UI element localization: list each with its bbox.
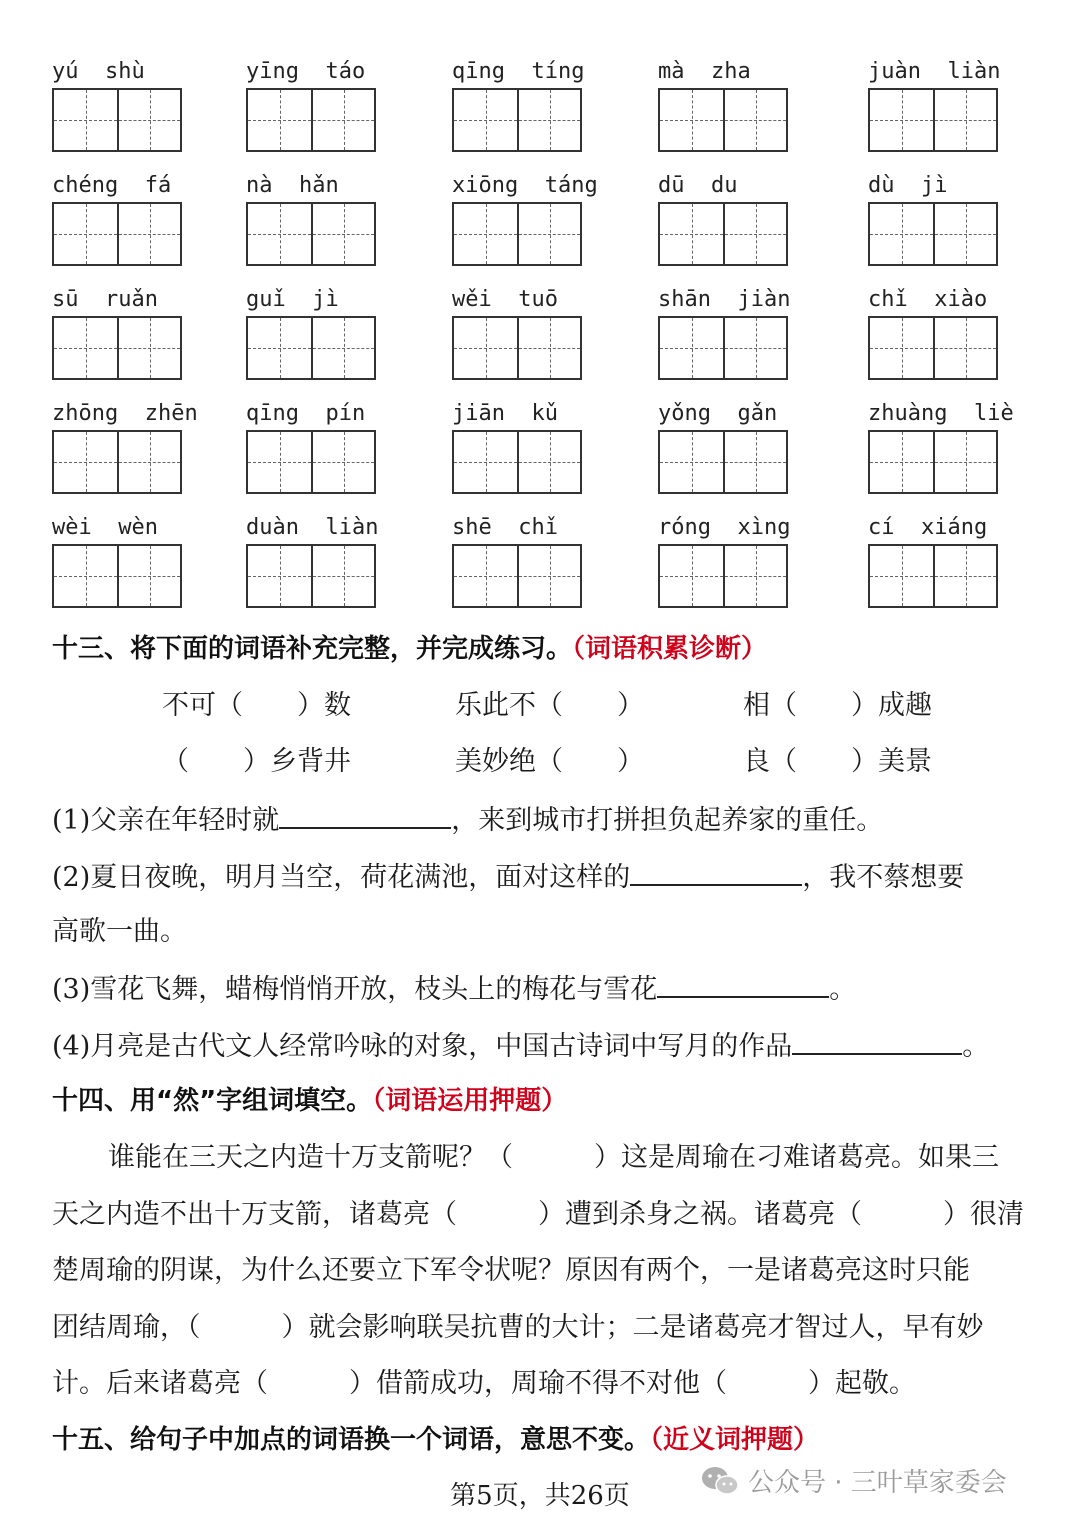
writing-cell[interactable] [117, 204, 180, 264]
pinyin-syllable-1: wèi [52, 515, 92, 540]
pinyin-syllable-1: shān [658, 287, 711, 312]
section-14-heading [52, 1084, 567, 1118]
section-15-title: 十五、给句子中加点的词语换一个词语，意思不变。 [52, 1425, 651, 1455]
pinyin-label [868, 58, 1002, 86]
pinyin-syllable-1: dù [868, 173, 895, 198]
pinyin-syllable-2: gǎn [737, 401, 778, 426]
writing-grid-box[interactable] [452, 316, 582, 380]
pinyin-label [452, 58, 586, 86]
idiom-1: 不可（ ）数 [162, 690, 351, 721]
question-4: (4)月亮是古代文人经常吟咏的对象，中国古诗词中写月的作品 。 [52, 1027, 989, 1065]
writing-grid-box[interactable] [246, 316, 376, 380]
pinyin-label [658, 514, 792, 542]
pinyin-syllable-1: yǒng [658, 401, 711, 426]
section-15-heading [52, 1423, 819, 1457]
writing-grid-box[interactable] [52, 202, 182, 266]
writing-cell[interactable] [248, 318, 311, 378]
pinyin-syllable-2: du [711, 173, 738, 198]
section-13-title: 十三、将下面的词语补充完整，并完成练习。 [52, 634, 573, 664]
pinyin-syllable-1: róng [658, 515, 711, 540]
wechat-icon [700, 1465, 740, 1497]
pinyin-label [246, 514, 380, 542]
writing-cell[interactable] [870, 318, 933, 378]
writing-grid-box[interactable] [52, 88, 182, 152]
writing-grid-box[interactable] [246, 202, 376, 266]
pinyin-label [52, 286, 186, 314]
pinyin-label [452, 400, 586, 428]
pinyin-syllable-2: jì [312, 287, 339, 312]
pinyin-label [452, 514, 586, 542]
writing-grid-box[interactable] [868, 544, 998, 608]
pinyin-label [868, 172, 1002, 200]
writing-grid-box[interactable] [658, 430, 788, 494]
idiom-3: 相（ ）成趣 [743, 690, 932, 721]
pinyin-syllable-2: liè [973, 401, 1014, 426]
idiom-2: 乐此不（ ） [455, 690, 644, 721]
writing-cell[interactable] [870, 432, 933, 492]
writing-grid-box[interactable] [246, 430, 376, 494]
pinyin-label [52, 172, 186, 200]
writing-cell[interactable] [870, 546, 933, 606]
writing-cell[interactable] [723, 546, 786, 606]
pinyin-syllable-2: liàn [947, 59, 1001, 84]
pinyin-label [246, 58, 380, 86]
writing-cell[interactable] [248, 204, 311, 264]
pinyin-label [868, 514, 1002, 542]
writing-grid-box[interactable] [246, 88, 376, 152]
pinyin-label [246, 172, 380, 200]
pinyin-syllable-2: liàn [325, 515, 379, 540]
writing-cell[interactable] [933, 546, 996, 606]
writing-cell[interactable] [933, 318, 996, 378]
writing-cell[interactable] [933, 204, 996, 264]
page-number: 第5页，共26页 [450, 1481, 630, 1511]
pinyin-syllable-1: chéng [52, 173, 119, 198]
pinyin-syllable-2: chǐ [518, 515, 558, 540]
paragraph-line-3: 楚周瑜的阴谋，为什么还要立下军令状呢？原因有两个，一是诸葛亮这时只能 [52, 1255, 970, 1286]
writing-cell[interactable] [117, 90, 180, 150]
section-14-tag: （词语运用押题） [372, 1086, 568, 1116]
writing-grid-box[interactable] [52, 544, 182, 608]
pinyin-syllable-1: cí [868, 515, 895, 540]
pinyin-syllable-1: chǐ [868, 287, 908, 312]
pinyin-syllable-1: jiān [452, 401, 505, 426]
writing-cell[interactable] [933, 90, 996, 150]
question-2-continued: 高歌一曲。 [52, 916, 187, 947]
section-15-tag: （近义词押题） [650, 1425, 820, 1455]
pinyin-syllable-1: xiōng [452, 173, 519, 198]
writing-grid-box[interactable] [452, 202, 582, 266]
pinyin-syllable-2: jiàn [737, 287, 791, 312]
writing-grid-box[interactable] [658, 316, 788, 380]
answer-blank-3[interactable] [657, 970, 829, 998]
paragraph-line-4: 团结周瑜，（ ）就会影响联吴抗曹的大计；二是诸葛亮才智过人，早有妙 [52, 1312, 984, 1343]
writing-cell[interactable] [54, 204, 117, 264]
writing-grid-box[interactable] [868, 316, 998, 380]
pinyin-syllable-2: tíng [531, 59, 585, 84]
writing-cell[interactable] [311, 546, 374, 606]
paragraph-line-2: 天之内造不出十万支箭，诸葛亮（ ）遭到杀身之祸。诸葛亮（ ）很清 [52, 1199, 1024, 1230]
pinyin-label [658, 58, 792, 86]
writing-cell[interactable] [311, 204, 374, 264]
pinyin-syllable-1: juàn [868, 59, 921, 84]
writing-cell[interactable] [454, 90, 517, 150]
pinyin-syllable-2: tuō [518, 287, 558, 312]
writing-cell[interactable] [311, 432, 374, 492]
pinyin-syllable-2: zhēn [144, 401, 198, 426]
pinyin-syllable-1: mà [658, 59, 685, 84]
writing-cell[interactable] [54, 432, 117, 492]
section-13-tag: （词语积累诊断） [572, 634, 768, 664]
writing-cell[interactable] [517, 204, 580, 264]
writing-cell[interactable] [311, 90, 374, 150]
pinyin-syllable-1: nà [246, 173, 273, 198]
idiom-6: 良（ ）美景 [743, 746, 932, 777]
writing-cell[interactable] [723, 90, 786, 150]
pinyin-syllable-2: zha [711, 59, 751, 84]
pinyin-syllable-1: sū [52, 287, 79, 312]
idiom-4: （ ）乡背井 [162, 746, 351, 777]
pinyin-syllable-1: guǐ [246, 287, 286, 312]
pinyin-syllable-2: hǎn [299, 173, 339, 198]
answer-blank-2[interactable] [630, 858, 802, 886]
pinyin-syllable-1: zhuàng [868, 401, 948, 426]
pinyin-syllable-2: táo [325, 59, 366, 84]
writing-grid-box[interactable] [452, 88, 582, 152]
question-2: (2)夏日夜晚，明月当空，荷花满池，面对这样的 ，我不蔡想要 [52, 858, 964, 896]
writing-cell[interactable] [517, 318, 580, 378]
pinyin-syllable-1: shē [452, 515, 492, 540]
pinyin-label [246, 400, 380, 428]
writing-cell[interactable] [660, 546, 723, 606]
writing-grid-box[interactable] [52, 316, 182, 380]
pinyin-syllable-1: yú [52, 59, 79, 84]
pinyin-syllable-2: ruǎn [105, 287, 158, 312]
pinyin-label [452, 286, 586, 314]
writing-grid-box[interactable] [868, 202, 998, 266]
answer-blank-1[interactable] [279, 801, 451, 829]
pinyin-syllable-1: qīng [246, 401, 299, 426]
watermark [700, 1462, 1007, 1499]
pinyin-syllable-2: táng [544, 173, 598, 198]
pinyin-label [452, 172, 598, 200]
pinyin-syllable-2: shù [105, 59, 145, 84]
writing-cell[interactable] [54, 546, 117, 606]
paragraph-line-1: 谁能在三天之内造十万支箭呢？（ ）这是周瑜在刁难诸葛亮。如果三 [108, 1142, 999, 1173]
idiom-5: 美妙绝（ ） [455, 746, 644, 777]
pinyin-label [658, 172, 792, 200]
writing-cell[interactable] [117, 432, 180, 492]
writing-cell[interactable] [117, 318, 180, 378]
writing-cell[interactable] [454, 546, 517, 606]
pinyin-syllable-2: xiáng [921, 515, 988, 540]
writing-cell[interactable] [117, 546, 180, 606]
writing-cell[interactable] [660, 318, 723, 378]
writing-cell[interactable] [660, 204, 723, 264]
writing-cell[interactable] [517, 90, 580, 150]
writing-cell[interactable] [723, 204, 786, 264]
writing-cell[interactable] [454, 204, 517, 264]
writing-cell[interactable] [723, 318, 786, 378]
pinyin-label [868, 286, 1002, 314]
answer-blank-4[interactable] [792, 1027, 962, 1055]
pinyin-label [658, 286, 792, 314]
writing-cell[interactable] [660, 432, 723, 492]
section-14-title: 十四、用“然”字组词填空。 [52, 1086, 373, 1116]
pinyin-label [658, 400, 792, 428]
pinyin-syllable-2: kǔ [531, 401, 558, 426]
question-1: (1)父亲在年轻时就 ，来到城市打拼担负起养家的重任。 [52, 801, 883, 839]
pinyin-label [246, 286, 380, 314]
writing-grid-box[interactable] [452, 430, 582, 494]
question-3: (3)雪花飞舞，蜡梅悄悄开放，枝头上的梅花与雪花 。 [52, 970, 856, 1008]
writing-cell[interactable] [870, 204, 933, 264]
writing-grid-box[interactable] [452, 544, 582, 608]
writing-cell[interactable] [723, 432, 786, 492]
writing-cell[interactable] [660, 90, 723, 150]
pinyin-syllable-1: dū [658, 173, 685, 198]
pinyin-syllable-2: jì [921, 173, 948, 198]
pinyin-syllable-1: yīng [246, 59, 299, 84]
pinyin-syllable-2: pín [325, 401, 366, 426]
writing-grid-box[interactable] [658, 544, 788, 608]
pinyin-syllable-1: duàn [246, 515, 299, 540]
writing-cell[interactable] [517, 546, 580, 606]
paragraph-line-5: 计。后来诸葛亮（ ）借箭成功，周瑜不得不对他（ ）起敬。 [52, 1368, 916, 1399]
pinyin-syllable-1: zhōng [52, 401, 119, 426]
pinyin-syllable-2: xiào [934, 287, 988, 312]
writing-cell[interactable] [54, 318, 117, 378]
pinyin-label [868, 400, 1014, 428]
writing-cell[interactable] [933, 432, 996, 492]
section-13-heading [52, 632, 767, 666]
pinyin-label [52, 400, 198, 428]
writing-cell[interactable] [54, 90, 117, 150]
writing-cell[interactable] [248, 546, 311, 606]
writing-cell[interactable] [517, 432, 580, 492]
writing-grid-box[interactable] [246, 544, 376, 608]
writing-cell[interactable] [248, 432, 311, 492]
pinyin-label [52, 514, 186, 542]
watermark-text: 公众号 · 三叶草家委会 [748, 1468, 1007, 1498]
writing-cell[interactable] [454, 318, 517, 378]
pinyin-syllable-2: fá [144, 173, 172, 198]
pinyin-syllable-1: wěi [452, 287, 492, 312]
writing-grid-box[interactable] [868, 430, 998, 494]
writing-cell[interactable] [454, 432, 517, 492]
writing-cell[interactable] [248, 90, 311, 150]
writing-cell[interactable] [870, 90, 933, 150]
writing-grid-box[interactable] [868, 88, 998, 152]
pinyin-label [52, 58, 186, 86]
pinyin-syllable-2: xìng [737, 515, 791, 540]
writing-grid-box[interactable] [52, 430, 182, 494]
pinyin-syllable-2: wèn [118, 515, 158, 540]
pinyin-syllable-1: qīng [452, 59, 505, 84]
writing-cell[interactable] [311, 318, 374, 378]
writing-grid-box[interactable] [658, 202, 788, 266]
writing-grid-box[interactable] [658, 88, 788, 152]
